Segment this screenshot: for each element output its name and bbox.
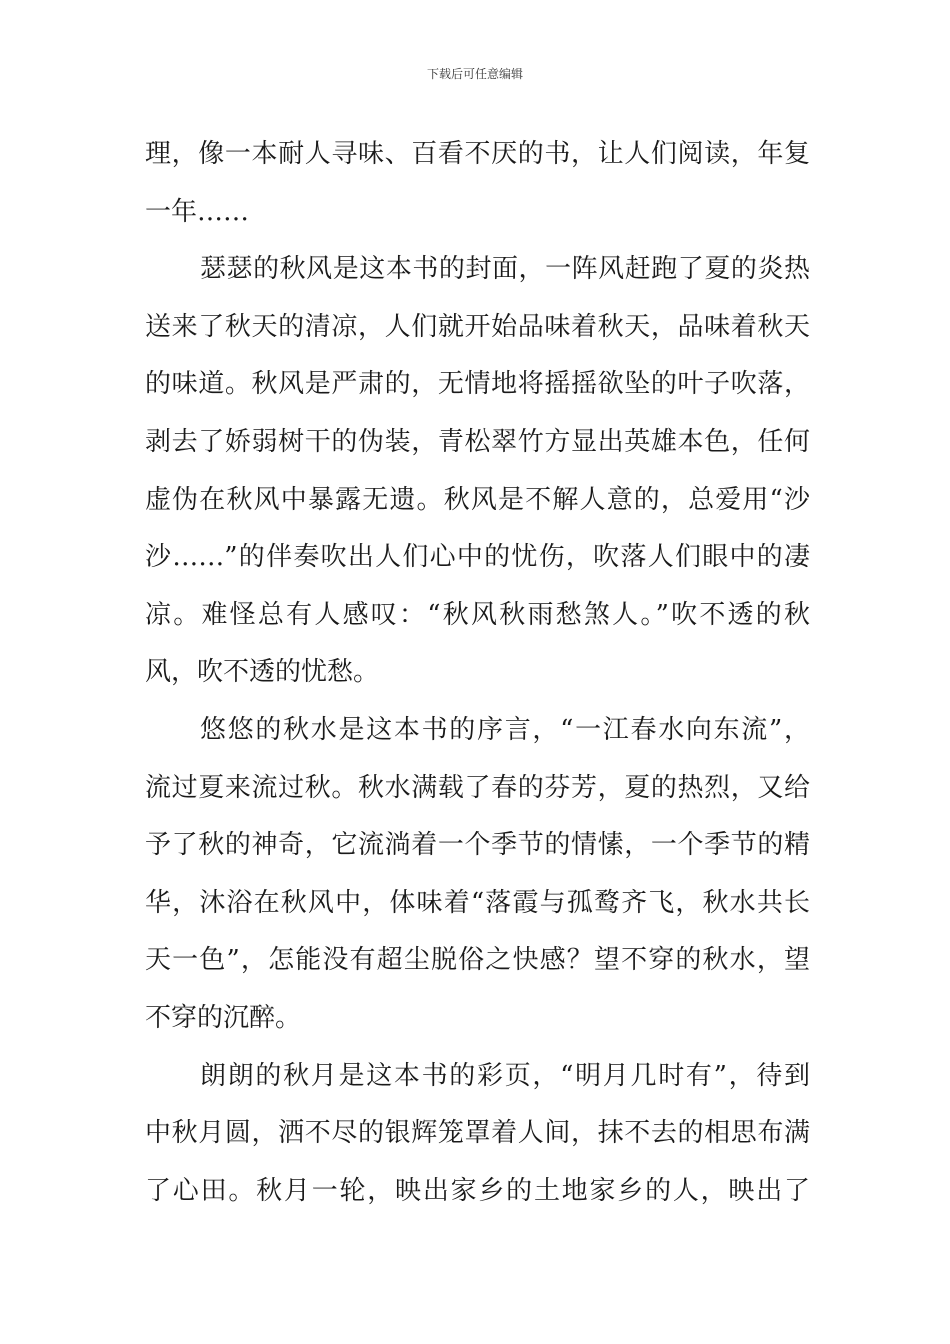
text-line: 沙……”的伴奏吹出人们心中的忧伤，吹落人们眼中的凄: [145, 542, 810, 573]
text-line: 不穿的沉醉。: [145, 1002, 302, 1033]
text-line: 了心田。秋月一轮，映出家乡的土地家乡的人，映出了: [145, 1175, 810, 1206]
paragraph-start-line: 悠悠的秋水是这本书的序言，“一江春水向东流”，: [200, 714, 810, 745]
text-line: 凉。难怪总有人感叹：“秋风秋雨愁煞人。”吹不透的秋: [145, 599, 810, 630]
text-line: 华，沐浴在秋风中，体味着“落霞与孤鹜齐飞，秋水共长: [145, 887, 810, 918]
text-line: 的味道。秋风是严肃的，无情地将摇摇欲坠的叶子吹落，: [145, 369, 810, 400]
text-line: 一年……: [145, 196, 250, 227]
text-line: 中秋月圆，洒不尽的银辉笼罩着人间，抹不去的相思布满: [145, 1118, 810, 1149]
text-line: 虚伪在秋风中暴露无遗。秋风是不解人意的，总爱用“沙: [145, 484, 810, 515]
text-line: 天一色”，怎能没有超尘脱俗之快感？望不穿的秋水，望: [145, 945, 810, 976]
text-line: 予了秋的神奇，它流淌着一个季节的情愫，一个季节的精: [145, 830, 810, 861]
paragraph-start-line: 朗朗的秋月是这本书的彩页，“明月几时有”，待到: [200, 1060, 810, 1091]
document-body: [145, 126, 810, 1220]
text-line: 风，吹不透的忧愁。: [145, 657, 380, 688]
paragraph-start-line: 瑟瑟的秋风是这本书的封面，一阵风赶跑了夏的炎热: [200, 254, 810, 285]
text-line: 流过夏来流过秋。秋水满载了春的芬芳，夏的热烈，又给: [145, 772, 810, 803]
text-line: 理，像一本耐人寻味、百看不厌的书，让人们阅读，年复: [145, 139, 810, 169]
page-header: 下载后可任意编辑: [426, 67, 523, 81]
text-line: 剥去了娇弱树干的伪装，青松翠竹方显出英雄本色，任何: [145, 426, 810, 457]
text-line: 送来了秋天的清凉，人们就开始品味着秋天，品味着秋天: [145, 311, 810, 342]
